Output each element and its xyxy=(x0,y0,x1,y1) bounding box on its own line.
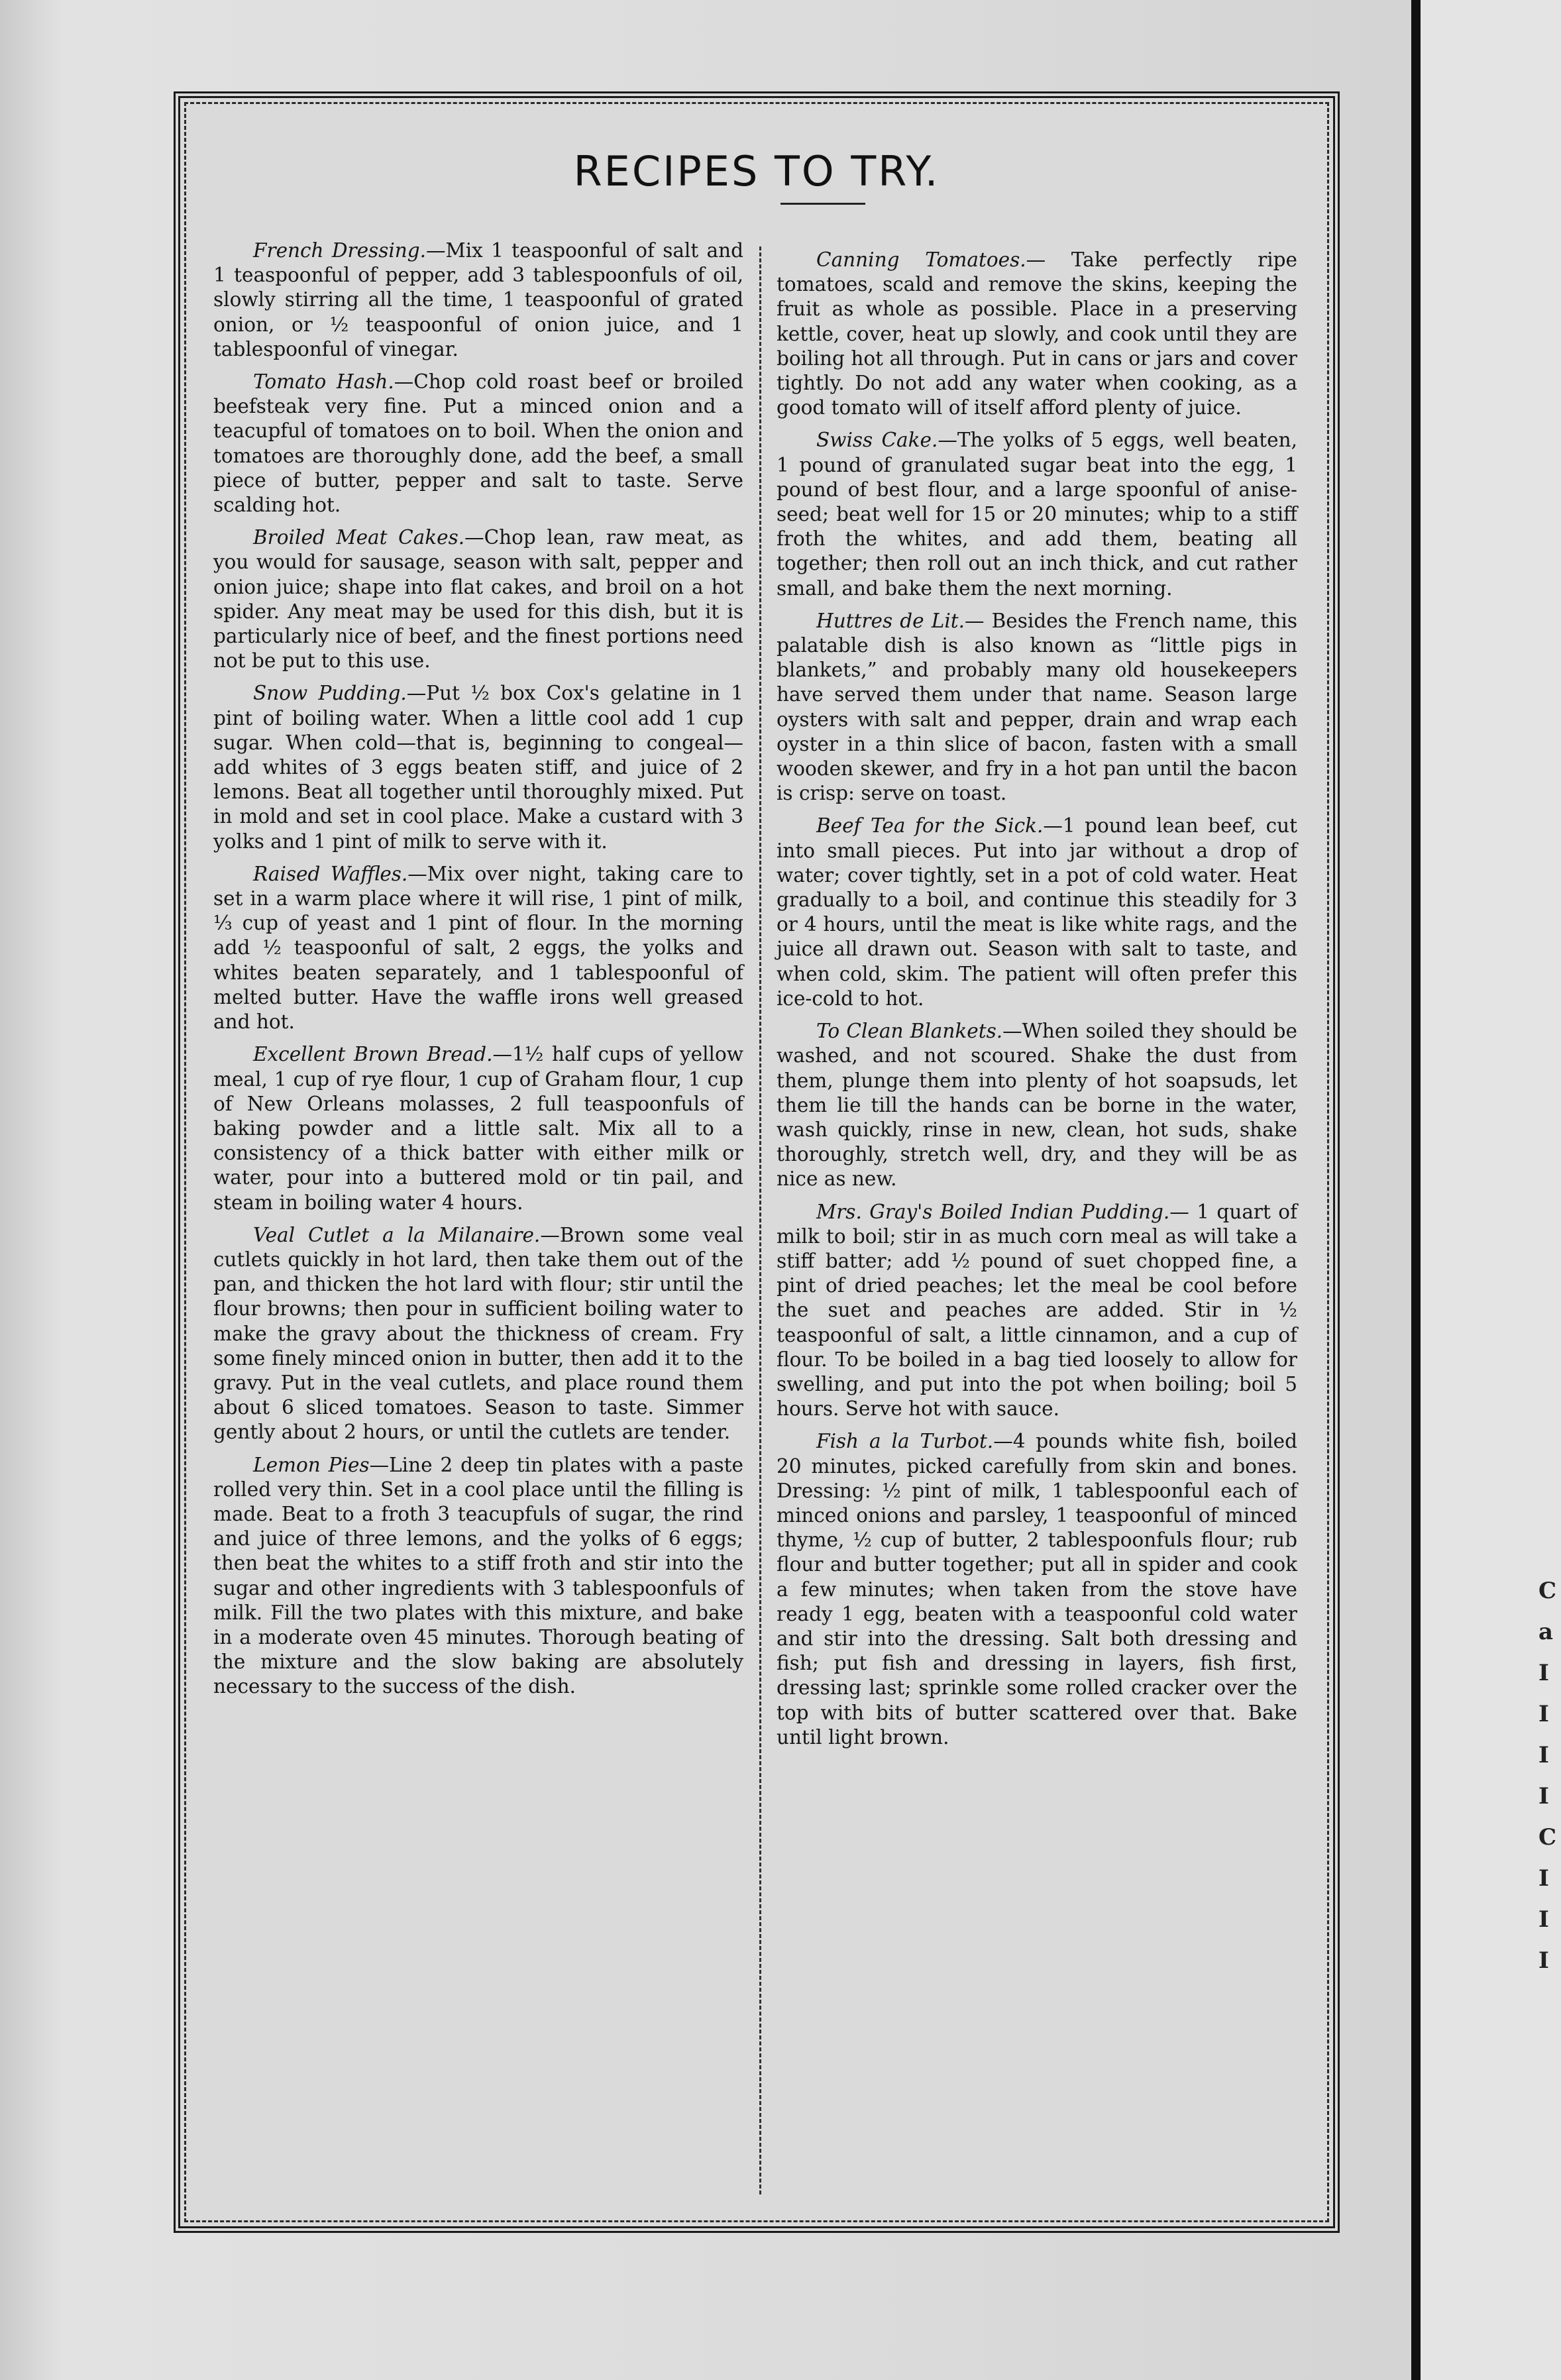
recipe-name: To Clean Blankets. xyxy=(816,1020,1003,1043)
adjacent-letter: I xyxy=(1538,1906,1549,1933)
right-column xyxy=(777,248,1297,1758)
recipe xyxy=(213,525,743,673)
adjacent-letter: C xyxy=(1538,1824,1557,1851)
recipe-text: —Mix 1 teaspoonful of salt and 1 teaspoonful of pepper, add 3 tablespoonfuls of oil, slowly stirring all the time, 1 teaspoonful of grated onion, or ½ teaspoonful of onion juice, and 1 tablespoonful of vinegar. xyxy=(213,239,743,360)
recipe xyxy=(777,814,1297,1011)
recipe-name: Canning Tomatoes. xyxy=(816,248,1026,271)
recipe-text: —Brown some veal cutlets quickly in hot lard, then take them out of the pan, and thicken the hot lard with flour; stir until the flour browns; then pour in sufficient boiling water to make the gravy about the thickness of cream. Fry some finely minced onion in butter, then add it to the gravy. Put in the veal cutlets, and place round them about 6 sliced tomatoes. Season to taste. Simmer gently about 2 hours, or until the cutlets are tender. xyxy=(213,1223,743,1444)
recipe-text: —4 pounds white fish, boiled 20 minutes, picked carefully from skin and bones. Dressing: ½ pint of milk, 1 tablespoonful each of minced onions and parsley, 1 teaspoonful of minced thyme, ½ cup of butter, 2 tablespoonfuls flour; rub flour and butter together; put all in spider and cook a few minutes; when taken from the stove have ready 1 egg, beaten with a teaspoonful cold water and stir into the dressing. Salt both dressing and fish; put fish and dressing in layers, fish first, dressing last; sprinkle some rolled cracker over the top with bits of butter scattered over that. Bake until light brown. xyxy=(777,1430,1297,1749)
adjacent-page-text xyxy=(1538,1570,1561,1981)
recipe-name: Mrs. Gray's Boiled Indian Pudding. xyxy=(816,1200,1170,1223)
page-edge xyxy=(1411,0,1421,2380)
recipe-name: Veal Cutlet a la Milanaire. xyxy=(253,1223,541,1246)
left-column xyxy=(213,239,743,1707)
recipe-text: —Put ½ box Cox's gelatine in 1 pint of boiling water. When a little cool add 1 cup sugar. When cold—that is, beginning to congeal—add whites of 3 eggs beaten stiff, and juice of 2 lemons. Beat all together until thoroughly mixed. Put in mold and set in cool place. Make a custard with 3 yolks and 1 pint of milk to serve with it. xyxy=(213,682,743,853)
recipe-text: —Chop lean, raw meat, as you would for sausage, season with salt, pepper and onion juice; shape into flat cakes, and broil on a hot spider. Any meat may be used for this dish, but it is particularly nice of beef, and the finest portions need not be put to this use. xyxy=(213,526,744,673)
recipe-name: Snow Pudding. xyxy=(253,682,407,705)
recipe-name: Swiss Cake. xyxy=(816,429,938,452)
recipe-text: —The yolks of 5 eggs, well beaten, 1 pound of granulated sugar beat into the egg, 1 pound of best flour, and a large spoonful of anise-seed; beat well for 15 or 20 minutes; whip to a stiff froth the whites, and add them, beating all together; then roll out an inch thick, and cut rather small, and bake them the next morning. xyxy=(777,429,1297,600)
recipe-name: Broiled Meat Cakes. xyxy=(253,526,465,549)
recipe xyxy=(213,239,743,362)
adjacent-letter: I xyxy=(1538,1701,1549,1727)
recipe xyxy=(213,681,743,853)
recipe-text: — 1 quart of milk to boil; stir in as much corn meal as will take a stiff batter; add ½ pound of suet chopped fine, a pint of dried peaches; let the meal be cool before the suet and peaches are added. Stir in ½ teaspoonful of salt, a little cinnamon, and a cup of flour. To be boiled in a bag tied loosely to allow for swelling, and put into the pot when boiling; boil 5 hours. Serve hot with sauce. xyxy=(777,1200,1297,1421)
recipe-text: — Besides the French name, this palatable dish is also known as “little pigs in blankets,” and probably many old housekeepers have served them under that name. Season large oysters with salt and pepper, drain and wrap each oyster in a thin slice of bacon, fasten with a small wooden skewer, and fry in a hot pan until the bacon is crisp: serve on toast. xyxy=(777,609,1297,805)
recipe xyxy=(213,862,743,1034)
adjacent-letter: a xyxy=(1538,1619,1554,1645)
recipe xyxy=(213,1223,743,1445)
title-underline xyxy=(780,203,865,205)
adjacent-letter: I xyxy=(1538,1742,1549,1768)
recipe-text: —Chop cold roast beef or broiled beefsteak very fine. Put a minced onion and a teacupful of tomatoes on to boil. When the onion and tomatoes are thoroughly done, add the beef, a small piece of butter, pepper and salt to taste. Serve scalding hot. xyxy=(213,370,744,517)
recipe xyxy=(213,1453,743,1700)
adjacent-letter: C xyxy=(1538,1578,1557,1604)
adjacent-letter: I xyxy=(1538,1660,1549,1686)
recipe xyxy=(777,248,1297,420)
page-title: RECIPES TO TRY. xyxy=(573,147,940,195)
recipe-name: Raised Waffles. xyxy=(253,862,408,885)
recipe-text: —When soiled they should be washed, and not scoured. Shake the dust from them, plunge them into plenty of hot soapsuds, let them lie till the hands can be borne in the water, wash quickly, rinse in new, clean, hot suds, shake thoroughly, stretch well, dry, and they will be as nice as new. xyxy=(777,1020,1297,1191)
recipe-text: —1 pound lean beef, cut into small pieces. Put into jar without a drop of water; cover tightly, set in a pot of cold water. Heat gradually to a boil, and continue this steadily for 3 or 4 hours, until the meat is like white rags, and the juice all drawn out. Season with salt to taste, and when cold, skim. The patient will often prefer this ice-cold to hot. xyxy=(777,814,1297,1010)
recipe xyxy=(777,428,1297,600)
recipe xyxy=(777,1429,1297,1750)
recipe-text: —Line 2 deep tin plates with a paste rolled very thin. Set in a cool place until the filling is made. Beat to a froth 3 teacupfuls of sugar, the rind and juice of three lemons, and the yolks of 6 eggs; then beat the whites to a stiff froth and stir into the sugar and other ingredients with 3 tablespoonfuls of milk. Fill the two plates with this mixture, and bake in a moderate oven 45 minutes. Thorough beating of the mixture and the slow baking are absolutely necessary to the success of the dish. xyxy=(213,1453,743,1698)
adjacent-page xyxy=(1421,0,1561,2380)
recipe-name: Lemon Pies xyxy=(253,1453,370,1476)
recipe-text: — Take perfectly ripe tomatoes, scald and remove the skins, keeping the fruit as whole as possible. Place in a preserving kettle, cover, heat up slowly, and cook until they are boiling hot all through. Put in cans or jars and cover tightly. Do not add any water when cooking, as a good tomato will of itself afford plenty of juice. xyxy=(777,248,1297,419)
recipe-text: —1½ half cups of yellow meal, 1 cup of rye flour, 1 cup of Graham flour, 1 cup of New Orleans molasses, 2 full teaspoonfuls of baking powder and a little salt. Mix all to a consistency of a thick batter with either milk or water, pour into a buttered mold or tin pail, and steam in boiling water 4 hours. xyxy=(213,1043,743,1214)
column-divider xyxy=(759,246,761,2194)
adjacent-letter: I xyxy=(1538,1947,1549,1974)
adjacent-letter: I xyxy=(1538,1783,1549,1810)
recipe-name: Huttres de Lit. xyxy=(816,609,965,632)
recipe xyxy=(777,1200,1297,1422)
recipe-name: Fish a la Turbot. xyxy=(816,1430,994,1453)
recipe-text: —Mix over night, taking care to set in a warm place where it will rise, 1 pint of milk, ⅓ cup of yeast and 1 pint of flour. In the morning add ½ teaspoonful of salt, 2 eggs, the yolks and whites beaten separately, and 1 tablespoonful of melted butter. Have the waffle irons well greased and hot. xyxy=(213,862,744,1034)
recipe xyxy=(777,1019,1297,1191)
recipe-name: Beef Tea for the Sick. xyxy=(816,814,1044,838)
recipe xyxy=(213,1042,743,1215)
recipe-name: Excellent Brown Bread. xyxy=(253,1043,493,1066)
recipe-name: Tomato Hash. xyxy=(253,370,394,394)
recipe xyxy=(777,609,1297,806)
adjacent-letter: I xyxy=(1538,1865,1549,1892)
recipe xyxy=(213,370,743,517)
recipe-name: French Dressing. xyxy=(253,239,427,262)
